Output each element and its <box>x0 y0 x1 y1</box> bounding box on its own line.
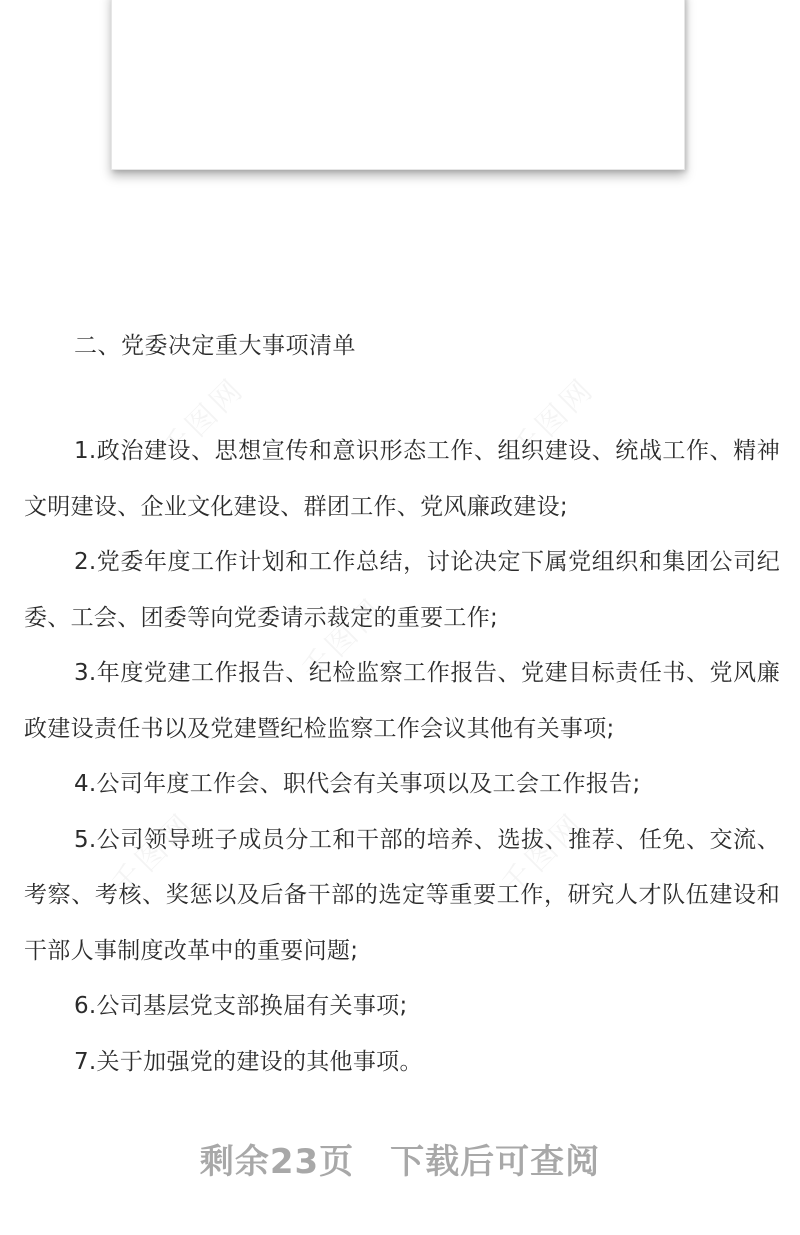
download-prompt[interactable] <box>0 1134 800 1183</box>
document-body <box>24 318 780 1090</box>
list-item: 2.党委年度工作计划和工作总结，讨论决定下属党组织和集团公司纪委、工会、团委等向党委请示裁定的重要工作; <box>24 549 780 631</box>
previous-page-preview <box>111 0 685 170</box>
list-item: 4.公司年度工作会、职代会有关事项以及工会工作报告; <box>74 771 641 797</box>
section-heading: 二、党委决定重大事项清单 <box>74 333 356 359</box>
list-item: 5.公司领导班子成员分工和干部的培养、选拔、推荐、任免、交流、考察、考核、奖惩以及后备干部的选定等重要工作，研究人才队伍建设和干部人事制度改革中的重要问题; <box>24 826 780 964</box>
list-item: 7.关于加强党的建设的其他事项。 <box>74 1048 423 1075</box>
remaining-pages-label: 剩余23页 <box>199 1142 355 1182</box>
list-item: 3.年度党建工作报告、纪检监察工作报告、党建目标责任书、党风廉政建设责任书以及党建暨纪检监察工作会议其他有关事项; <box>24 660 780 742</box>
list-item: 6.公司基层党支部换届有关事项; <box>74 993 408 1019</box>
list-item: 1.政治建设、思想宣传和意识形态工作、组织建设、统战工作、精神文明建设、企业文化建设、群团工作、党风廉政建设; <box>24 438 780 520</box>
download-to-view-label[interactable]: 下载后可查阅 <box>390 1142 601 1182</box>
